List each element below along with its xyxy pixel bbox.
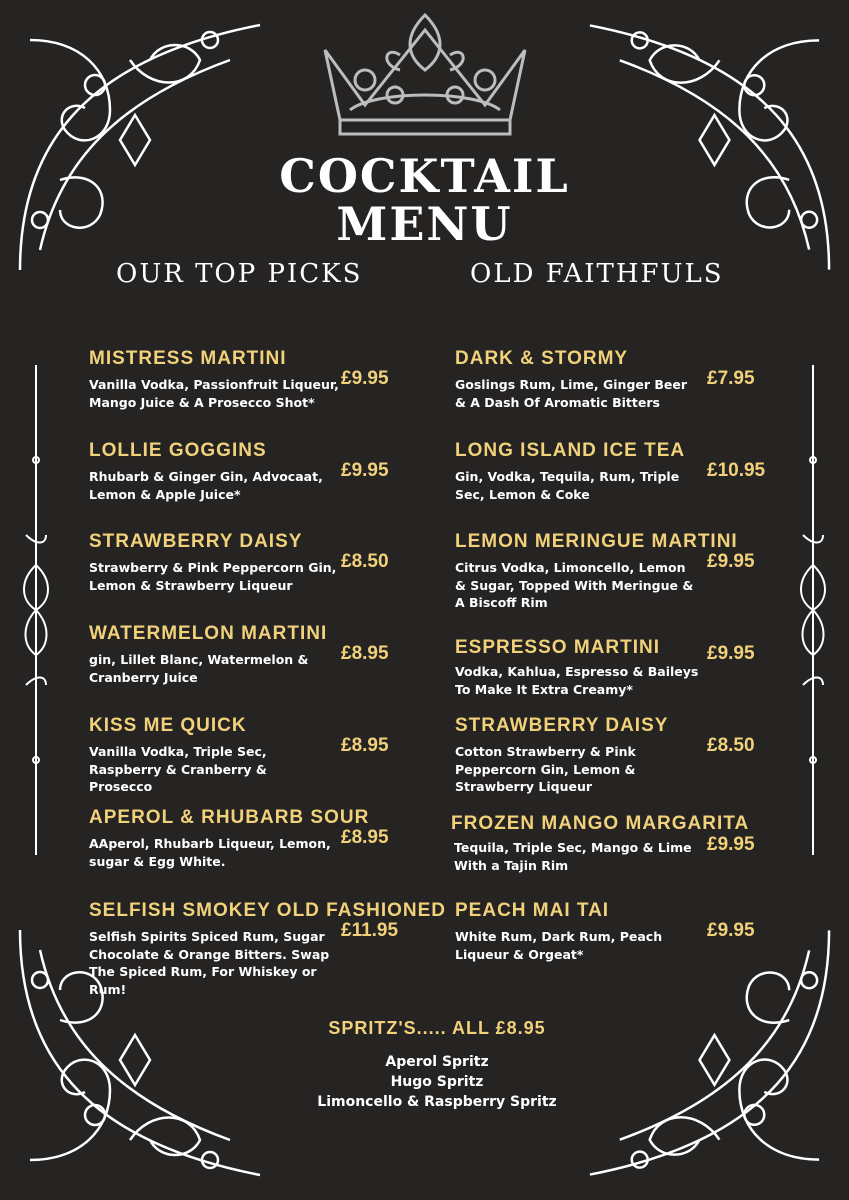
menu-title-line1: COCKTAIL	[279, 149, 570, 203]
spritz-item: Limoncello & Raspberry Spritz	[317, 1094, 557, 1110]
item-price: £8.50	[707, 735, 755, 756]
item-description: Vanilla Vodka, Passionfruit Liqueur, Mango Juice & A Prosecco Shot*	[89, 377, 339, 410]
item-name: STRAWBERRY DAISY	[455, 715, 669, 736]
item-description: Tequila, Triple Sec, Mango & Lime With a Tajin Rim	[454, 840, 692, 873]
spritz-item: Aperol Spritz	[385, 1054, 489, 1070]
left-side-flourish-icon	[18, 365, 54, 855]
left-column-heading: OUR TOP PICKS	[116, 259, 363, 289]
item-description: Rhubarb & Ginger Gin, Advocaat, Lemon & Apple Juice*	[89, 469, 323, 502]
item-name: LONG ISLAND ICE TEA	[455, 440, 686, 461]
item-price: £7.95	[707, 368, 755, 389]
item-price: £8.95	[341, 735, 389, 756]
menu-item	[455, 348, 700, 411]
menu-item	[89, 623, 328, 686]
item-description: Citrus Vodka, Limoncello, Lemon & Sugar, Topped With Meringue & A Biscoff Rim	[455, 560, 694, 610]
item-name: MISTRESS MARTINI	[89, 348, 287, 369]
item-name: FROZEN MANGO MARGARITA	[451, 813, 750, 834]
item-description: White Rum, Dark Rum, Peach Liqueur & Orgeat*	[455, 929, 663, 962]
spritz-list	[0, 1052, 849, 1112]
item-name: ESPRESSO MARTINI	[455, 637, 660, 658]
item-name: STRAWBERRY DAISY	[89, 531, 303, 552]
item-description: AAperol, Rhubarb Liqueur, Lemon, sugar & Egg White.	[89, 836, 331, 869]
menu-item	[89, 440, 329, 503]
menu-item	[89, 348, 339, 411]
item-price: £9.95	[341, 460, 389, 481]
item-description: Strawberry & Pink Peppercorn Gin, Lemon & Strawberry Liqueur	[89, 560, 337, 593]
menu-item	[455, 900, 685, 963]
item-price: £10.95	[707, 460, 766, 481]
item-description: Vodka, Kahlua, Espresso & Baileys To Make It Extra Creamy*	[455, 664, 699, 697]
item-description: gin, Lillet Blanc, Watermelon & Cranberry Juice	[89, 652, 309, 685]
item-price: £9.95	[707, 643, 755, 664]
menu-item	[455, 715, 669, 796]
right-column-heading: OLD FAITHFULS	[470, 259, 724, 289]
item-price: £9.95	[341, 368, 389, 389]
item-description: Selfish Spirits Spiced Rum, Sugar Chocolate & Orange Bitters. Swap The Spiced Rum, For Whiskey or Rum!	[89, 929, 330, 997]
item-description: Gin, Vodka, Tequila, Rum, Triple Sec, Lemon & Coke	[455, 469, 680, 502]
crown-icon	[305, 10, 545, 140]
item-price: £8.95	[341, 827, 389, 848]
menu-item	[89, 531, 339, 594]
spritz-item: Hugo Spritz	[390, 1074, 484, 1090]
item-name: PEACH MAI TAI	[455, 900, 610, 921]
item-name: SELFISH SMOKEY OLD FASHIONED	[89, 900, 447, 921]
item-price: £11.95	[341, 920, 399, 941]
menu-item	[455, 440, 685, 503]
item-name: WATERMELON MARTINI	[89, 623, 328, 644]
item-price: £8.50	[341, 551, 389, 572]
item-description: Cotton Strawberry & Pink Peppercorn Gin, Lemon & Strawberry Liqueur	[455, 744, 636, 794]
item-name: KISS ME QUICK	[89, 715, 247, 736]
item-name: LEMON MERINGUE MARTINI	[455, 531, 738, 552]
item-price: £9.95	[707, 920, 755, 941]
menu-item	[455, 637, 700, 698]
menu-title-line2: MENU	[336, 197, 513, 251]
menu-item	[89, 715, 334, 796]
item-name: DARK & STORMY	[455, 348, 629, 369]
spritz-heading: SPRITZ'S..... ALL £8.95	[328, 1018, 546, 1038]
item-name: APEROL & RHUBARB SOUR	[89, 807, 370, 828]
item-price: £9.95	[707, 834, 755, 855]
item-name: LOLLIE GOGGINS	[89, 440, 267, 461]
item-description: Goslings Rum, Lime, Ginger Beer & A Dash Of Aromatic Bitters	[455, 377, 688, 410]
item-description: Vanilla Vodka, Triple Sec, Raspberry & Cranberry & Prosecco	[89, 744, 267, 794]
item-price: £9.95	[707, 551, 755, 572]
item-price: £8.95	[341, 643, 389, 664]
right-side-flourish-icon	[795, 365, 831, 855]
